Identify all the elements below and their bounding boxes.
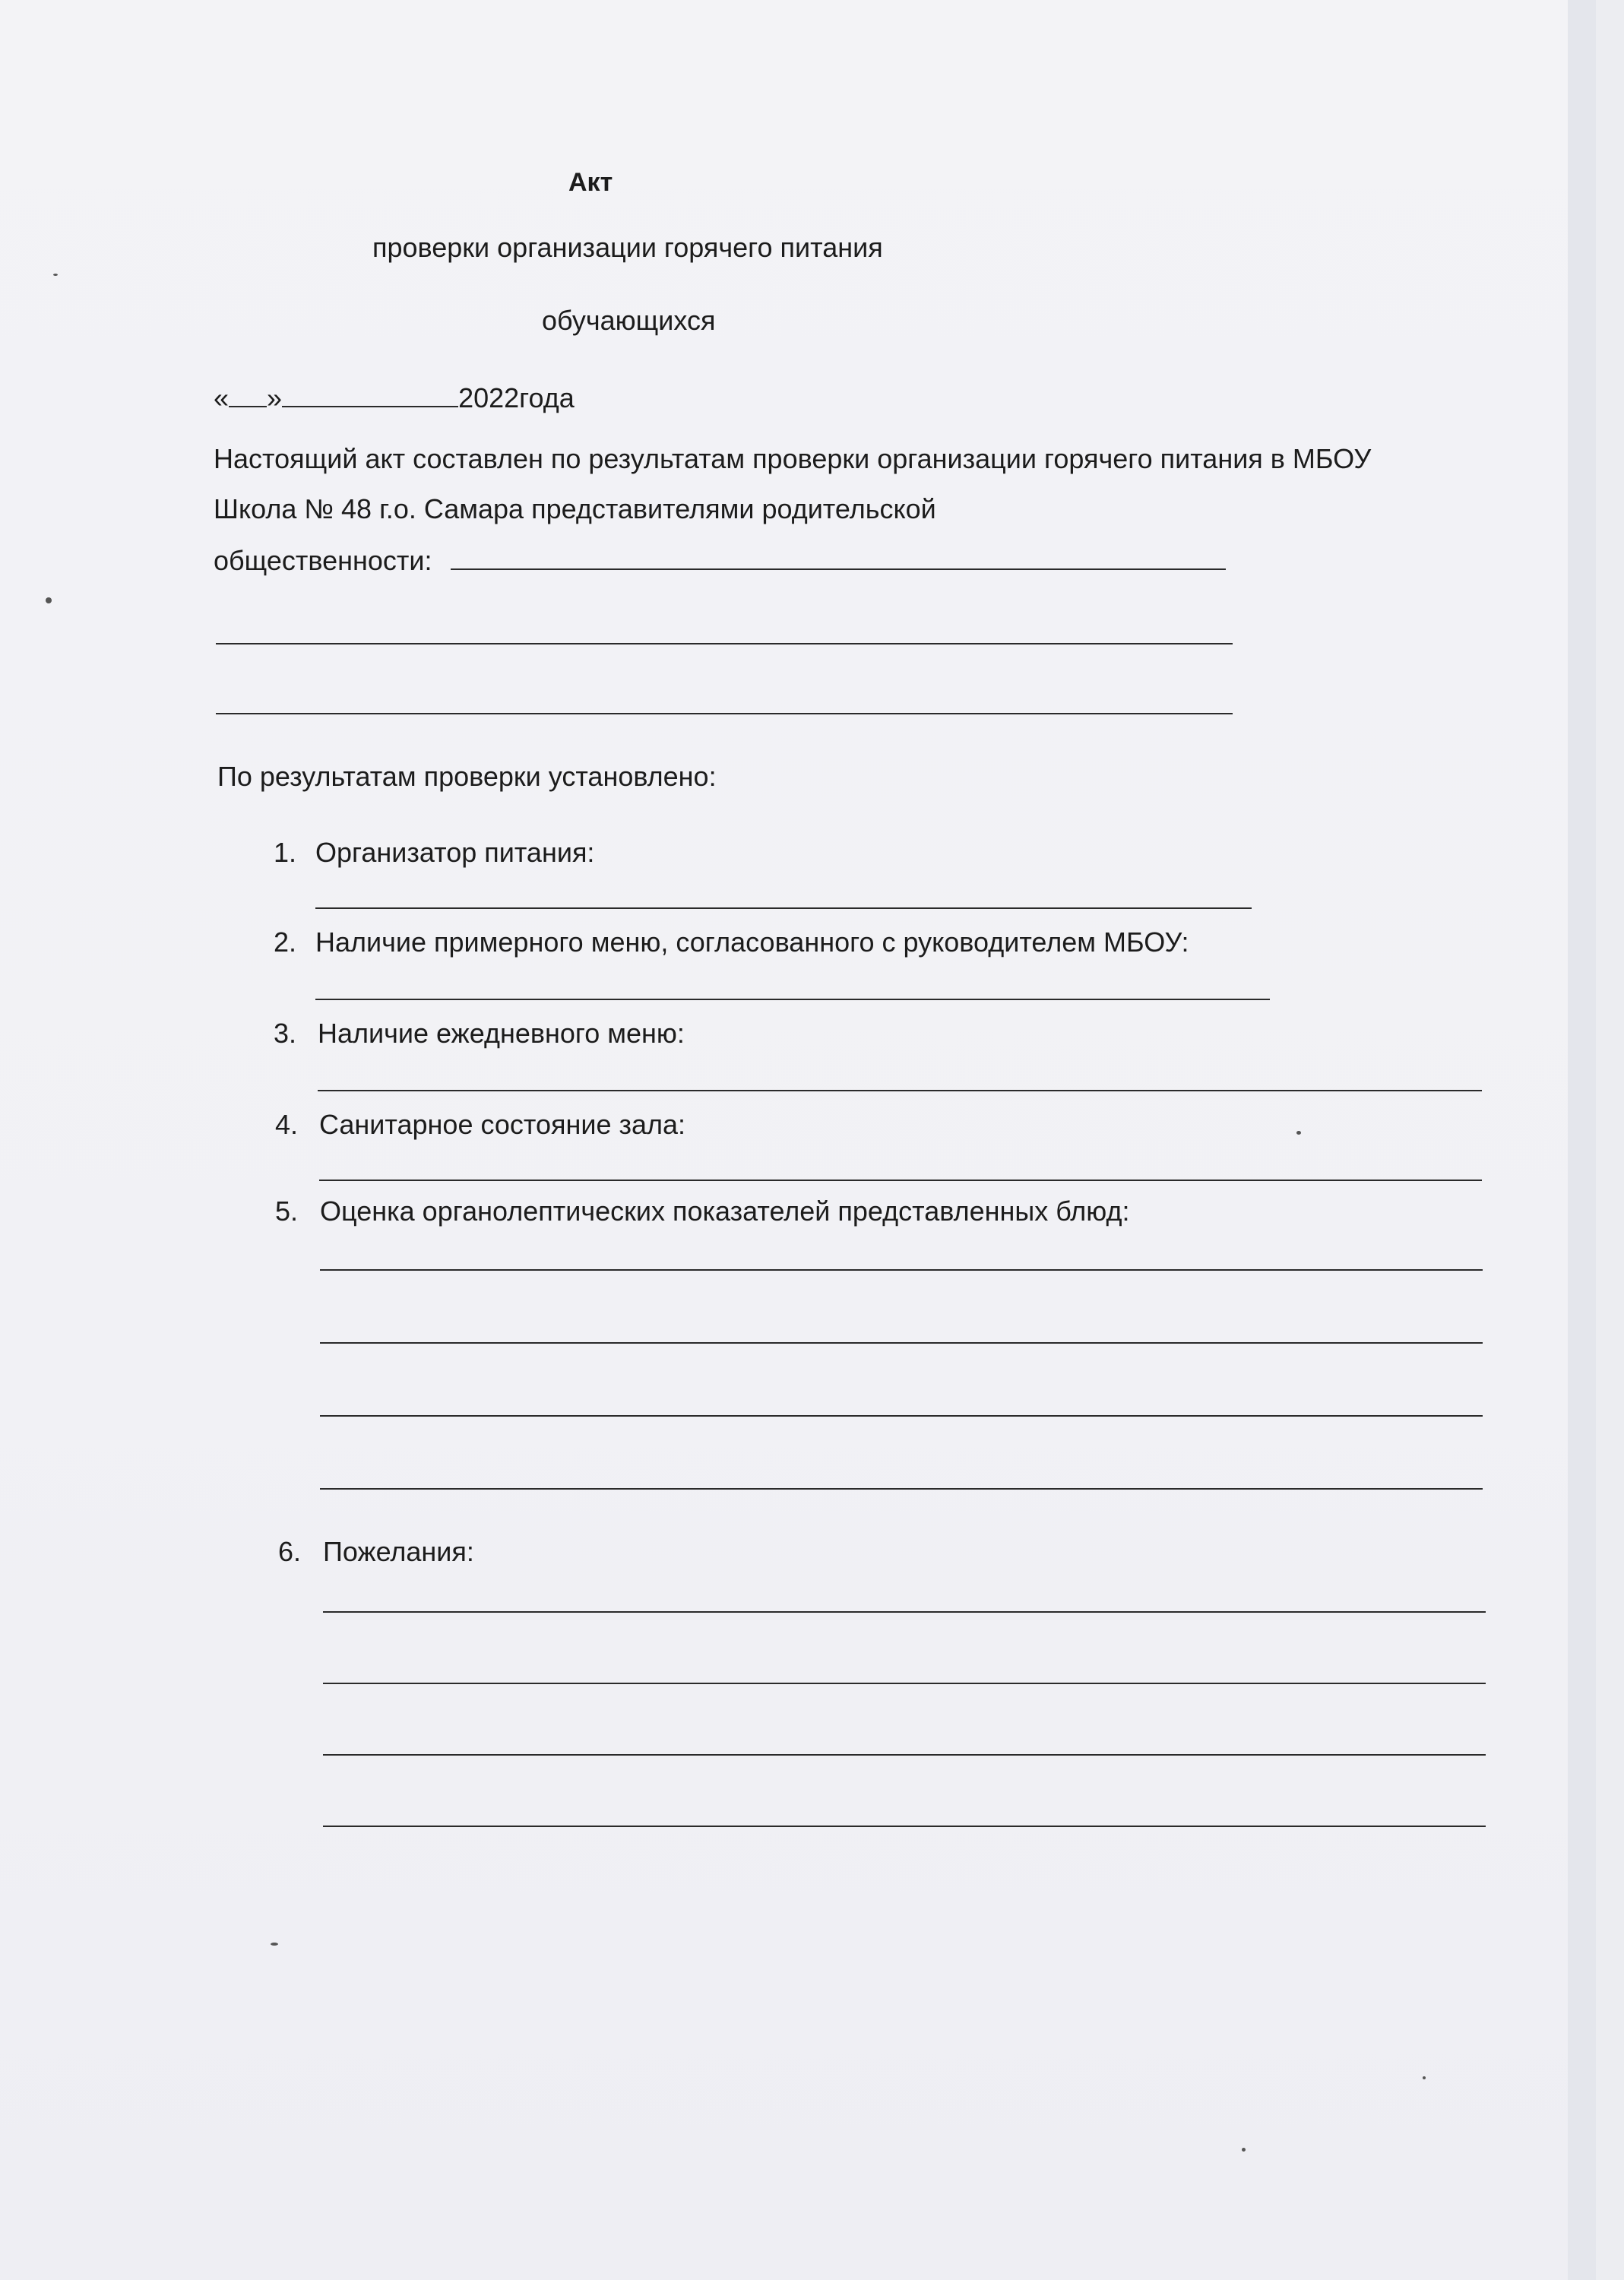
item-label-sanitary: Санитарное состояние зала: bbox=[319, 1109, 686, 1140]
scan-edge bbox=[1568, 0, 1596, 2280]
item-number: 1. bbox=[273, 837, 296, 868]
document-subtitle-line1: проверки организации горячего питания bbox=[372, 232, 883, 263]
date-close-quote: » bbox=[267, 382, 283, 413]
item-label-wishes: Пожелания: bbox=[323, 1536, 474, 1567]
organizer-blank[interactable] bbox=[315, 907, 1252, 909]
wishes-blank-3[interactable] bbox=[323, 1754, 1486, 1756]
organoleptic-blank-1[interactable] bbox=[320, 1269, 1483, 1271]
wishes-blank-2[interactable] bbox=[323, 1683, 1486, 1684]
scan-speck bbox=[53, 274, 58, 276]
date-year: 2022года bbox=[458, 382, 575, 413]
item-label-organizer: Организатор питания: bbox=[315, 837, 595, 868]
wishes-blank-4[interactable] bbox=[323, 1826, 1486, 1827]
item-label-organoleptic: Оценка органолептических показателей представленных блюд: bbox=[320, 1195, 1130, 1227]
scan-speck bbox=[1296, 1131, 1301, 1135]
item-number: 6. bbox=[277, 1536, 301, 1567]
item-number: 5. bbox=[274, 1195, 298, 1227]
organoleptic-blank-2[interactable] bbox=[320, 1342, 1483, 1344]
month-blank[interactable] bbox=[282, 380, 458, 407]
item-label-daily-menu: Наличие ежедневного меню: bbox=[318, 1018, 685, 1049]
intro-line2: Школа № 48 г.о. Самара представителями родительской bbox=[214, 493, 936, 524]
scan-speck bbox=[1423, 2076, 1426, 2079]
day-blank[interactable] bbox=[229, 380, 267, 407]
date-line bbox=[214, 380, 575, 415]
date-open-quote: « bbox=[214, 382, 230, 413]
wishes-blank-1[interactable] bbox=[323, 1611, 1486, 1613]
organoleptic-blank-4[interactable] bbox=[320, 1488, 1483, 1490]
scan-speck bbox=[271, 1943, 278, 1946]
item-number: 2. bbox=[273, 926, 296, 958]
daily-menu-blank[interactable] bbox=[318, 1090, 1482, 1091]
document-subtitle-line2: обучающихся bbox=[542, 305, 716, 336]
intro-line3: общественности: bbox=[214, 545, 432, 576]
sanitary-blank[interactable] bbox=[319, 1180, 1482, 1181]
item-number: 3. bbox=[273, 1018, 296, 1049]
item-label-sample-menu: Наличие примерного меню, согласованного с руководителем МБОУ: bbox=[315, 926, 1189, 958]
intro-line1: Настоящий акт составлен по результатам проверки организации горячего питания в МБОУ bbox=[214, 443, 1372, 474]
organoleptic-blank-3[interactable] bbox=[320, 1415, 1483, 1417]
findings-heading: По результатам проверки установлено: bbox=[217, 761, 717, 792]
scan-speck bbox=[1242, 2148, 1246, 2152]
representatives-blank-2[interactable] bbox=[216, 643, 1233, 644]
representatives-blank-1[interactable] bbox=[451, 568, 1226, 570]
representatives-blank-3[interactable] bbox=[216, 713, 1233, 714]
item-number: 4. bbox=[274, 1109, 298, 1140]
sample-menu-blank[interactable] bbox=[315, 999, 1270, 1000]
document-title: Акт bbox=[568, 168, 613, 197]
scan-speck bbox=[46, 597, 52, 603]
